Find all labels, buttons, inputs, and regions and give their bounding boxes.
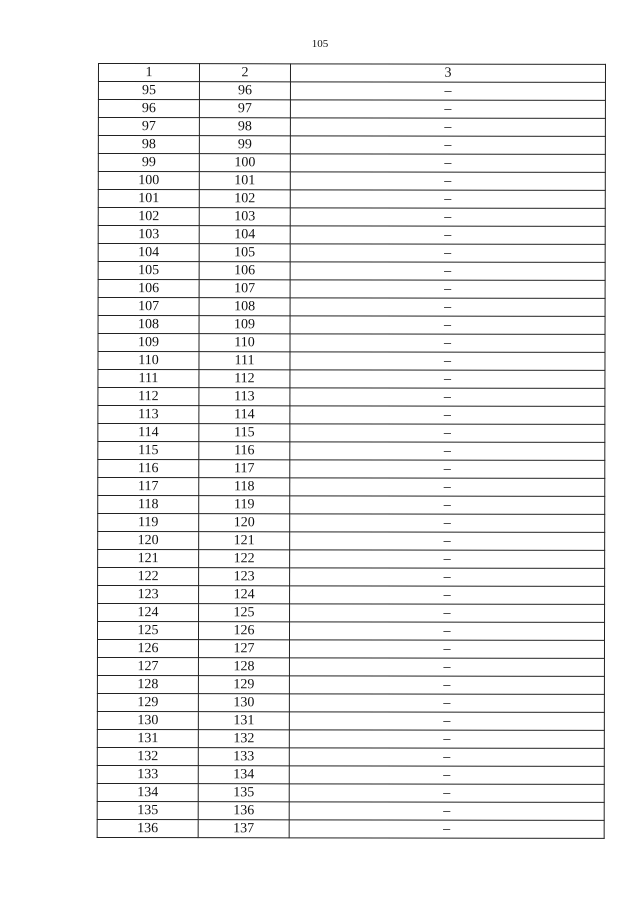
table-cell-col-3: – [290,604,605,623]
table-cell-col-1: 126 [97,640,198,658]
table-cell-col-3: – [290,172,605,191]
table-cell-col-1: 104 [98,244,199,262]
table-row [98,316,605,335]
table-cell-col-3: – [289,694,604,713]
table-row [98,478,605,497]
table-cell-col-3: – [290,316,605,335]
table-cell-col-2: 125 [199,604,290,622]
table-cell-col-3: – [290,82,605,101]
table-cell-col-3: – [290,406,605,425]
table-cell-col-2: 110 [199,334,290,352]
table-cell-col-1: 135 [97,801,198,819]
table-cell-col-1: 102 [98,208,199,226]
data-table-container [98,63,605,838]
table-cell-col-3: – [290,478,605,497]
table-row [98,406,605,425]
table-cell-col-3: – [289,730,604,749]
table-row [98,460,605,479]
table-cell-col-3: – [289,712,604,731]
table-cell-col-1: 108 [98,316,199,334]
table-cell-col-2: 121 [199,532,290,550]
table-row [98,352,605,371]
table-cell-col-2: 101 [199,172,290,190]
table-cell-col-2: 113 [199,388,290,406]
table-cell-col-2: 111 [199,352,290,370]
table-cell-col-1: 131 [97,729,198,747]
table-row [98,568,605,587]
table-cell-col-3: – [289,766,604,785]
table-cell-col-1: 121 [98,550,199,568]
table-row [98,136,605,155]
table-cell-col-2: 132 [198,730,289,748]
table-cell-col-1: 116 [98,460,199,478]
table-cell-col-1: 125 [97,622,198,640]
table-cell-col-2: 137 [198,820,289,838]
table-cell-col-2: 103 [199,208,290,226]
table-row [98,118,605,137]
table-cell-col-3: – [290,280,605,299]
table-cell-col-3: – [289,658,604,677]
table-cell-col-1: 99 [98,154,199,172]
table-row [98,442,605,461]
table-cell-col-1: 119 [98,514,199,532]
table-row [97,640,604,659]
table-row [98,262,605,281]
table-row [97,657,604,676]
table-cell-col-1: 111 [98,370,199,388]
table-row [98,298,605,317]
table-cell-col-1: 122 [98,568,199,586]
table-cell-col-1: 120 [98,532,199,550]
table-cell-col-2: 106 [199,262,290,280]
table-cell-col-1: 96 [98,100,199,118]
table-cell-col-3: – [290,100,605,119]
table-row [98,280,605,299]
table-row [98,550,605,569]
table-cell-col-2: 117 [199,460,290,478]
table-row [97,783,604,802]
table-cell-col-1: 118 [98,496,199,514]
table-cell-col-1: 98 [98,136,199,154]
column-header-2: 2 [199,64,290,82]
table-cell-col-3: – [290,550,605,569]
table-cell-col-2: 98 [199,118,290,136]
table-cell-col-1: 97 [98,118,199,136]
table-cell-col-2: 97 [199,100,290,118]
table-cell-col-3: – [290,370,605,389]
table-cell-col-2: 102 [199,190,290,208]
table-cell-col-3: – [290,424,605,443]
table-cell-col-2: 105 [199,244,290,262]
table-cell-col-2: 104 [199,226,290,244]
table-cell-col-2: 133 [198,748,289,766]
table-cell-col-1: 129 [97,693,198,711]
table-cell-col-2: 136 [198,802,289,820]
table-row [98,244,605,263]
table-cell-col-3: – [290,586,605,605]
table-cell-col-1: 127 [97,657,198,675]
table-cell-col-3: – [289,622,604,641]
table-body [97,82,605,839]
table-row [98,334,605,353]
table-cell-col-3: – [289,784,604,803]
table-cell-col-3: – [290,244,605,263]
table-row [98,370,605,389]
table-row [97,729,604,748]
table-cell-col-1: 105 [98,262,199,280]
table-cell-col-1: 101 [98,190,199,208]
table-cell-col-1: 95 [98,82,199,100]
table-row [97,765,604,784]
table-row [98,208,605,227]
table-cell-col-2: 116 [199,442,290,460]
table-row [97,675,604,694]
table-cell-col-3: – [290,568,605,587]
table-cell-col-3: – [290,388,605,407]
table-cell-col-3: – [290,496,605,515]
table-cell-col-3: – [290,514,605,533]
table-cell-col-1: 115 [98,442,199,460]
table-cell-col-3: – [290,442,605,461]
table-row [97,819,604,838]
table-cell-col-1: 128 [97,675,198,693]
table-row [98,226,605,245]
table-cell-col-1: 103 [98,226,199,244]
table-cell-col-1: 110 [98,352,199,370]
table-cell-col-1: 124 [98,604,199,622]
table-row [98,532,605,551]
table-cell-col-3: – [290,334,605,353]
table-cell-col-1: 117 [98,478,199,496]
table-cell-col-3: – [289,640,604,659]
table-cell-col-2: 124 [199,586,290,604]
table-cell-col-3: – [289,802,604,821]
table-cell-col-3: – [290,460,605,479]
table-cell-col-3: – [290,352,605,371]
table-cell-col-2: 114 [199,406,290,424]
table-cell-col-3: – [289,820,604,839]
table-cell-col-2: 129 [198,676,289,694]
table-row [98,514,605,533]
table-cell-col-3: – [290,208,605,227]
table-cell-col-1: 114 [98,424,199,442]
table-cell-col-2: 99 [199,136,290,154]
table-row [98,388,605,407]
table-row [98,100,605,119]
table-cell-col-3: – [290,136,605,155]
table-cell-col-2: 96 [199,82,290,100]
table-cell-col-2: 134 [198,766,289,784]
table-cell-col-2: 127 [198,640,289,658]
table-cell-col-2: 118 [199,478,290,496]
table-row [97,622,604,641]
table-cell-col-1: 136 [97,819,198,837]
table-row [97,801,604,820]
table-row [98,424,605,443]
table-row [98,190,605,209]
table-cell-col-3: – [290,226,605,245]
table-row [98,496,605,515]
table-cell-col-2: 131 [198,712,289,730]
table-row [98,604,605,623]
data-table [97,63,606,839]
table-cell-col-1: 130 [97,711,198,729]
table-cell-col-1: 134 [97,783,198,801]
table-cell-col-1: 109 [98,334,199,352]
column-header-1: 1 [98,64,199,82]
table-cell-col-1: 113 [98,406,199,424]
table-row [97,693,604,712]
table-cell-col-1: 112 [98,388,199,406]
page-number: 105 [311,38,329,50]
table-cell-col-3: – [290,298,605,317]
table-cell-col-3: – [290,118,605,137]
table-cell-col-3: – [289,748,604,767]
table-cell-col-2: 107 [199,280,290,298]
table-cell-col-3: – [290,190,605,209]
table-row [98,172,605,191]
table-cell-col-2: 109 [199,316,290,334]
table-cell-col-2: 130 [198,694,289,712]
table-cell-col-2: 128 [198,658,289,676]
table-cell-col-2: 115 [199,424,290,442]
table-cell-col-1: 133 [97,765,198,783]
table-cell-col-2: 120 [199,514,290,532]
table-cell-col-3: – [289,676,604,695]
table-cell-col-3: – [290,532,605,551]
table-cell-col-3: – [290,262,605,281]
table-cell-col-1: 123 [98,586,199,604]
column-header-3: 3 [290,64,605,83]
table-cell-col-1: 107 [98,298,199,316]
table-row [97,747,604,766]
table-cell-col-2: 123 [199,568,290,586]
table-cell-col-2: 119 [199,496,290,514]
table-cell-col-1: 106 [98,280,199,298]
table-header-row [98,64,605,83]
table-cell-col-2: 112 [199,370,290,388]
table-cell-col-1: 132 [97,747,198,765]
table-cell-col-1: 100 [98,172,199,190]
table-cell-col-2: 135 [198,784,289,802]
table-row [98,154,605,173]
table-cell-col-2: 108 [199,298,290,316]
table-cell-col-2: 126 [198,622,289,640]
table-row [98,82,605,101]
table-cell-col-2: 100 [199,154,290,172]
table-row [97,711,604,730]
table-cell-col-2: 122 [199,550,290,568]
table-row [98,586,605,605]
table-cell-col-3: – [290,154,605,173]
